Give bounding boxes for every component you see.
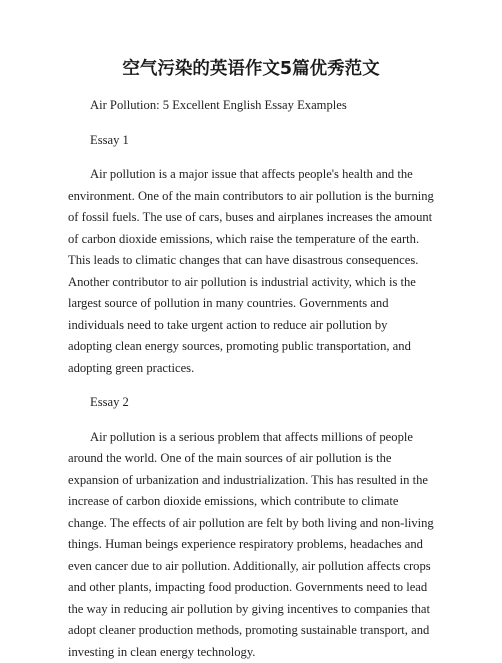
essay-2-heading: Essay 2 <box>68 392 434 414</box>
essay-2-body: Air pollution is a serious problem that affects millions of people around the world. One of the main sources of air pollution is the expansion of urbanization and industrialization. This has resulted in the increase of carbon dioxide emissions, which contribute to climate change. The effects of air pollution are felt by both living and non-living things. Human beings experience respiratory problems, headaches and even cancer due to air pollution. Additionally, air pollution affects crops and other plants, impacting food production. Governments need to lead the way in reducing air pollution by giving incentives to companies that adopt cleaner production methods, promoting sustainable transport, and investing in clean energy technology. <box>68 427 434 663</box>
essay-1-body: Air pollution is a major issue that affects people's health and the environment. One of the main contributors to air pollution is the burning of fossil fuels. The use of cars, buses and airplanes increases the amount of carbon dioxide emissions, which raise the temperature of the earth. This leads to climatic changes that can have disastrous consequences. Another contributor to air pollution is industrial activity, which is the largest source of pollution in many countries. Governments and individuals need to take urgent action to reduce air pollution by adopting clean energy sources, promoting public transportation, and adopting green practices. <box>68 164 434 379</box>
document-subtitle: Air Pollution: 5 Excellent English Essay Examples <box>68 95 434 117</box>
essay-1-heading: Essay 1 <box>68 130 434 152</box>
document-title: 空气污染的英语作文5篇优秀范文 <box>68 58 434 80</box>
